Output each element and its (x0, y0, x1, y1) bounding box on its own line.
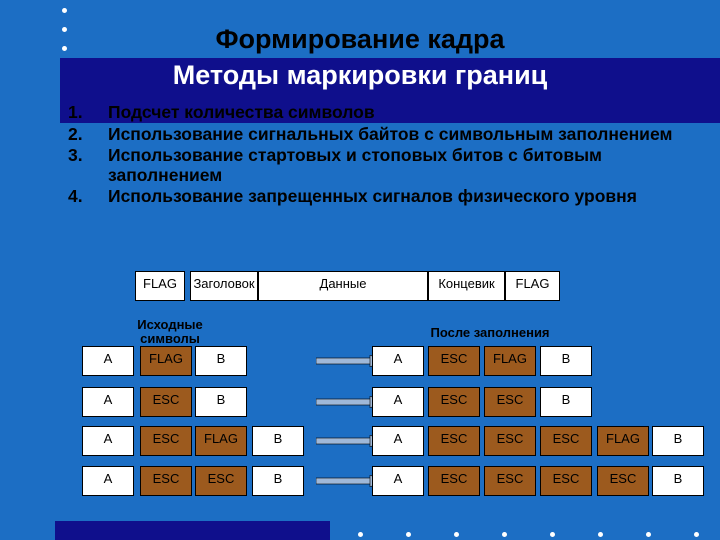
byte-esc: ESC (428, 466, 480, 496)
byte-b: B (652, 466, 704, 496)
dot-left-1 (62, 8, 67, 13)
byte-esc: ESC (140, 466, 192, 496)
byte-flag: FLAG (195, 426, 247, 456)
byte-flag: FLAG (140, 346, 192, 376)
byte-esc: ESC (140, 387, 192, 417)
method-number: 2. (68, 123, 83, 144)
byte-b: B (540, 387, 592, 417)
dot-bottom-6 (598, 532, 603, 537)
byte-a: A (372, 346, 424, 376)
byte-a: A (372, 387, 424, 417)
byte-a: A (372, 466, 424, 496)
methods-list (68, 103, 708, 209)
dot-bottom-1 (358, 532, 363, 537)
method-number: 1. (68, 102, 83, 122)
byte-esc: ESC (428, 346, 480, 376)
dot-bottom-5 (550, 532, 555, 537)
frame-data: Данные (258, 271, 428, 301)
frame-flag-start: FLAG (135, 271, 185, 301)
caption-after: После заполнения (430, 325, 550, 340)
byte-b: B (652, 426, 704, 456)
byte-b: B (540, 346, 592, 376)
byte-b: B (252, 466, 304, 496)
method-item (68, 187, 708, 207)
byte-esc: ESC (195, 466, 247, 496)
dot-bottom-8 (694, 532, 699, 537)
frame-flag-end: FLAG (505, 271, 560, 301)
byte-esc: ESC (428, 426, 480, 456)
method-item (68, 146, 708, 185)
method-text: Использование стартовых и стоповых битов с битовым заполнением (108, 145, 602, 185)
frame-header: Заголовок (190, 271, 258, 301)
byte-esc: ESC (540, 466, 592, 496)
frame-trailer: Концевик (428, 271, 505, 301)
dot-bottom-3 (454, 532, 459, 537)
page-title: Формирование кадра (215, 24, 505, 54)
dot-left-2 (62, 27, 67, 32)
bottom-band (55, 521, 330, 540)
method-item (68, 125, 708, 145)
byte-a: A (82, 387, 134, 417)
byte-a: A (82, 426, 134, 456)
byte-a: A (372, 426, 424, 456)
byte-esc: ESC (484, 426, 536, 456)
byte-a: A (82, 346, 134, 376)
method-text: Подсчет количества символов (108, 102, 375, 122)
dot-bottom-4 (502, 532, 507, 537)
byte-esc: ESC (597, 466, 649, 496)
byte-esc: ESC (540, 426, 592, 456)
byte-esc: ESC (428, 387, 480, 417)
dot-bottom-7 (646, 532, 651, 537)
dot-bottom-2 (406, 532, 411, 537)
byte-a: A (82, 466, 134, 496)
byte-esc: ESC (484, 466, 536, 496)
page-subtitle: Методы маркировки границ (172, 60, 548, 90)
byte-esc: ESC (484, 387, 536, 417)
byte-b: B (195, 346, 247, 376)
method-text: Использование запрещенных сигналов физического уровня (108, 186, 637, 206)
method-number: 3. (68, 145, 83, 165)
method-number: 4. (68, 186, 83, 206)
byte-esc: ESC (140, 426, 192, 456)
dot-left-3 (62, 46, 67, 51)
caption-source: Исходные символы (137, 317, 203, 346)
byte-flag: FLAG (597, 426, 649, 456)
method-item (68, 103, 708, 123)
method-text: Использование сигнальных байтов с символьным заполнением (108, 123, 673, 144)
byte-b: B (252, 426, 304, 456)
byte-b: B (195, 387, 247, 417)
byte-flag: FLAG (484, 346, 536, 376)
